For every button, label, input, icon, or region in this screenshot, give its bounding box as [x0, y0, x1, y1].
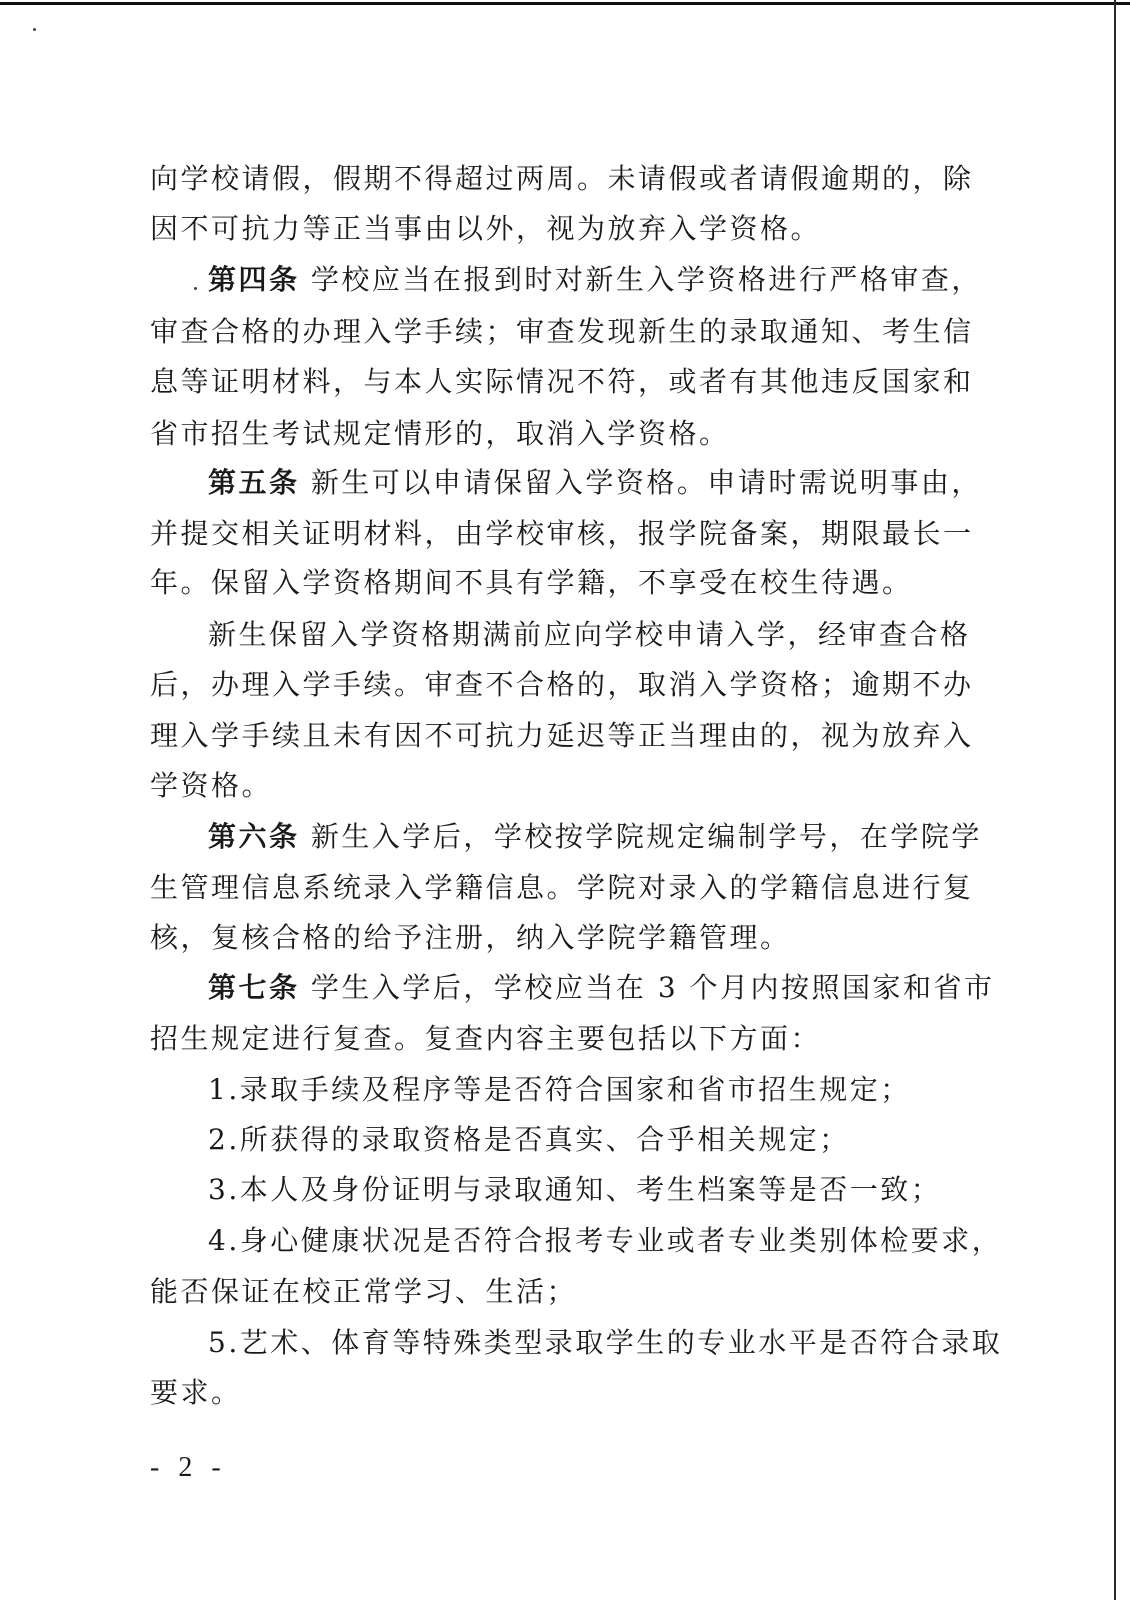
- line-text: 省市招生考试规定情形的，取消入学资格。: [150, 417, 730, 450]
- body-line: [150, 1019, 962, 1059]
- body-line: [150, 766, 962, 806]
- line-text: 1.录取手续及程序等是否符合国家和省市招生规定；: [208, 1073, 911, 1106]
- line-text: 新生入学后，学校按学院规定编制学号，在学院学: [299, 820, 982, 853]
- list-item: [208, 1120, 962, 1160]
- line-text: 向学校请假，假期不得超过两周。未请假或者请假逾期的，除: [150, 162, 974, 195]
- body-line: [150, 918, 962, 958]
- body-line: [150, 362, 974, 402]
- line-text: 年。保留入学资格期间不具有学籍，不享受在校生待遇。: [150, 566, 913, 599]
- article-number: 第七条: [208, 971, 300, 1004]
- line-text: 学生入学后，学校应当在 3 个月内按照国家和省市: [299, 971, 995, 1004]
- line-text: 息等证明材料，与本人实际情况不符，或者有其他违反国家和: [150, 365, 974, 398]
- line-text: 招生规定进行复查。复查内容主要包括以下方面：: [150, 1022, 822, 1055]
- line-text: 因不可抗力等正当事由以外，视为放弃入学资格。: [150, 212, 822, 245]
- article-number: 第四条: [208, 263, 300, 296]
- list-item: [208, 1170, 962, 1210]
- line-text: 后，办理入学手续。审查不合格的，取消入学资格；逾期不办: [150, 668, 974, 701]
- article-number: 第六条: [208, 820, 300, 853]
- page-number: - 2 -: [150, 1452, 227, 1483]
- body-line: [150, 868, 974, 908]
- body-line: [150, 563, 962, 603]
- line-text: 新生保留入学资格期满前应向学校申请入学，经审查合格: [208, 618, 971, 651]
- scan-right-border: [1114, 0, 1116, 1600]
- line-text: 理入学手续且未有因不可抗力延迟等正当理由的，视为放弃入: [150, 719, 974, 752]
- line-text: 审查合格的办理入学手续；审查发现新生的录取通知、考生信: [150, 315, 974, 348]
- list-item: [208, 1070, 962, 1110]
- line-text: 4.身心健康状况是否符合报考专业或者专业类别体检要求，: [208, 1224, 1003, 1257]
- body-line: [150, 514, 974, 554]
- body-line: [208, 615, 971, 655]
- line-text: 并提交相关证明材料，由学校审核，报学院备案，期限最长一: [150, 517, 974, 550]
- line-text: 生管理信息系统录入学籍信息。学院对录入的学籍信息进行复: [150, 871, 974, 904]
- article-heading-line: [208, 260, 982, 300]
- article-heading-line: [208, 463, 982, 503]
- line-text: 要求。: [150, 1376, 242, 1409]
- scan-top-border: [0, 2, 1130, 5]
- line-text: 5.艺术、体育等特殊类型录取学生的专业水平是否符合录取: [208, 1326, 1003, 1359]
- list-item: [208, 1323, 1003, 1363]
- line-text: 2.所获得的录取资格是否真实、合乎相关规定；: [208, 1123, 850, 1156]
- body-line: [150, 159, 974, 199]
- body-line: [150, 1373, 962, 1413]
- body-line: [150, 716, 974, 756]
- article-heading-line: [208, 817, 982, 857]
- line-text: 新生可以申请保留入学资格。申请时需说明事由，: [299, 466, 982, 499]
- body-line: [150, 414, 962, 454]
- body-line: [150, 312, 974, 352]
- body-line: [150, 209, 962, 249]
- line-text: 学校应当在报到时对新生入学资格进行严格审查，: [299, 263, 982, 296]
- article-number: 第五条: [208, 466, 300, 499]
- body-line: [150, 1272, 962, 1312]
- scan-speck: [194, 287, 197, 290]
- article-heading-line: [208, 968, 995, 1008]
- body-line: [150, 665, 974, 705]
- list-item: [208, 1221, 1003, 1261]
- scan-speck: [33, 28, 36, 31]
- line-text: 3.本人及身份证明与录取通知、考生档案等是否一致；: [208, 1173, 942, 1206]
- line-text: 核，复核合格的给予注册，纳入学院学籍管理。: [150, 921, 791, 954]
- line-text: 能否保证在校正常学习、生活；: [150, 1275, 578, 1308]
- line-text: 学资格。: [150, 769, 273, 802]
